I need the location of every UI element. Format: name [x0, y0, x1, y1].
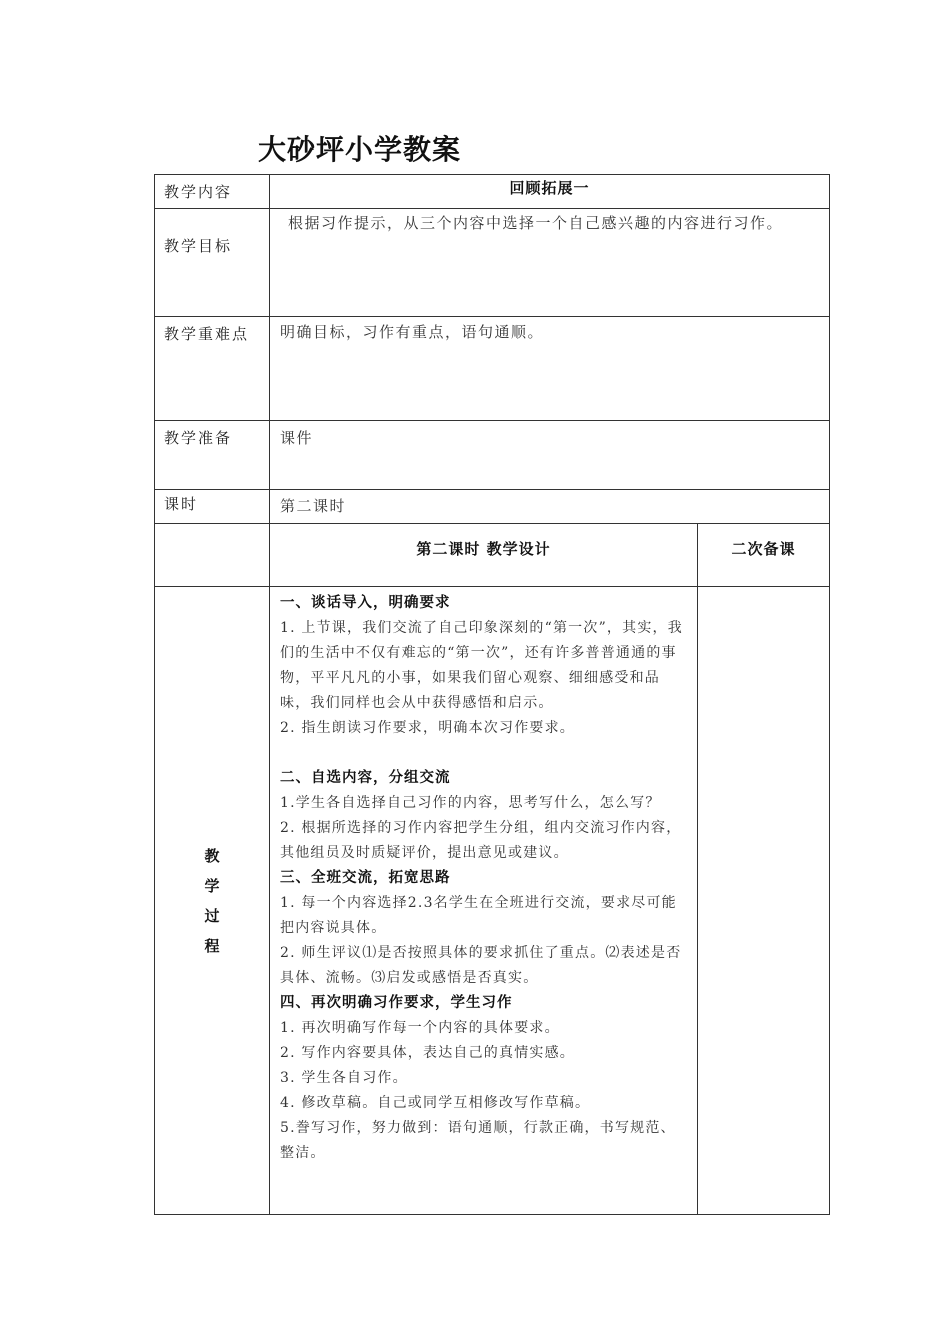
period-label: 课时: [155, 490, 270, 524]
section-item: 2. 写作内容要具体，表达自己的真情实感。: [280, 1045, 576, 1061]
second-prep-cell: [698, 587, 830, 1215]
process-label-char: 学: [204, 876, 220, 895]
design-header-main: 第二课时 教学设计: [270, 524, 698, 587]
row-design-header: [155, 524, 830, 587]
row-process: [155, 587, 830, 1215]
section-item: 3. 学生各自习作。: [280, 1070, 408, 1086]
prep-value: 课件: [270, 421, 830, 490]
process-label: [155, 587, 270, 1215]
key-points-value: 明确目标，习作有重点，语句通顺。: [270, 317, 830, 421]
section-item: 2. 师生评议⑴是否按照具体的要求抓住了重点。⑵表述是否具体、流畅。⑶启发或感悟是否真实。: [280, 945, 682, 986]
section-heading: 一、谈话导入，明确要求: [280, 595, 451, 611]
section-item: 2. 指生朗读习作要求，明确本次习作要求。: [280, 720, 576, 736]
design-header-blank: [155, 524, 270, 587]
section-item: 2. 根据所选择的习作内容把学生分组，组内交流习作内容，其他组员及时质疑评价，提出意见或建议。: [280, 820, 682, 861]
section-heading: 二、自选内容，分组交流: [280, 770, 451, 786]
page-title: 大砂坪小学教案: [258, 133, 462, 166]
process-body: [270, 587, 698, 1215]
goal-value: 根据习作提示，从三个内容中选择一个自己感兴趣的内容进行习作。: [270, 209, 830, 317]
section-item: 5.誊写习作，努力做到：语句通顺，行款正确，书写规范、整洁。: [280, 1120, 676, 1161]
process-label-char: 程: [204, 936, 220, 955]
row-prep: [155, 421, 830, 490]
process-label-char: 教: [204, 846, 220, 865]
lesson-plan-table: [154, 174, 830, 1215]
row-content: [155, 175, 830, 209]
content-value: 回顾拓展一: [270, 175, 830, 209]
section-item: 1. 上节课，我们交流了自己印象深刻的“第一次”，其实，我们的生活中不仅有难忘的“第一次”，还有许多普普通通的事物，平平凡凡的小事，如果我们留心观察、细细感受和品味，我们同样也会从中获得感悟和启示。: [280, 620, 683, 711]
row-goal: [155, 209, 830, 317]
key-points-label: 教学重难点: [155, 317, 270, 421]
process-label-char: 过: [204, 906, 220, 925]
goal-label: 教学目标: [155, 209, 270, 317]
section-item: 1. 再次明确写作每一个内容的具体要求。: [280, 1020, 560, 1036]
row-period: [155, 490, 830, 524]
section-item: 4. 修改草稿。自己或同学互相修改写作草稿。: [280, 1095, 591, 1111]
section-heading: 三、全班交流，拓宽思路: [280, 870, 451, 886]
row-key-points: [155, 317, 830, 421]
period-value: 第二课时: [270, 490, 830, 524]
section-heading: 四、再次明确习作要求，学生习作: [280, 995, 513, 1011]
design-header-side: 二次备课: [698, 524, 830, 587]
content-label: 教学内容: [155, 175, 270, 209]
section-item: 1. 每一个内容选择2.3名学生在全班进行交流，要求尽可能把内容说具体。: [280, 895, 677, 936]
prep-label: 教学准备: [155, 421, 270, 490]
section-item: 1.学生各自选择自己习作的内容，思考写什么，怎么写？: [280, 795, 661, 811]
